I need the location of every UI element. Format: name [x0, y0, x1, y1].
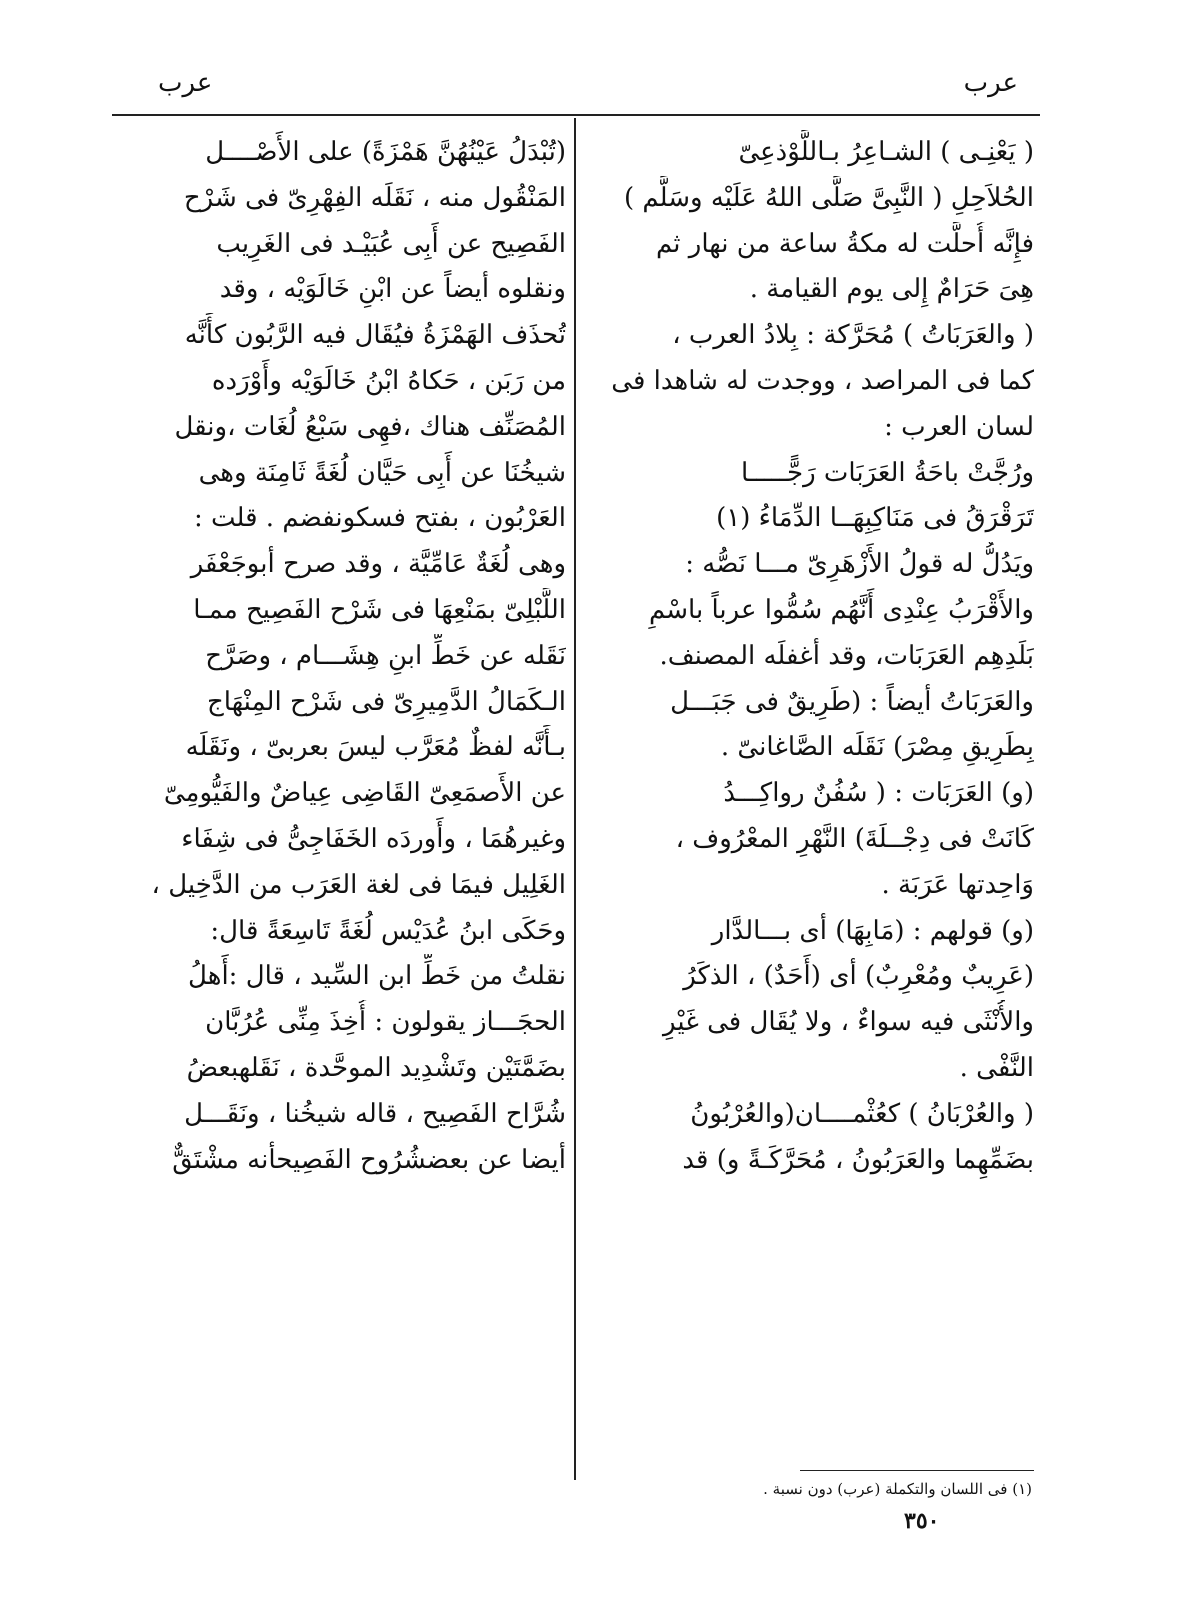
text-line: شُرَّاح الفَصِيح ، قاله شيخُنا ، ونَقَـــل — [184, 1098, 566, 1129]
text-line: كَانَتْ فى دِجْــلَةَ) النَّهْرِ المعْرُوف ، — [675, 823, 1034, 854]
right-column — [588, 130, 1034, 1183]
text-line: من رَبَن ، حَكاهُ ابْنُ خَالَوَيْه وأَوْرَده — [211, 365, 566, 396]
text-line: الغَلِيل فيمَا فى لغة العَرَب من الدَّخِيل ، — [151, 869, 566, 900]
column-divider — [574, 118, 576, 1480]
text-line: وغيرهُمَا ، وأَوردَه الخَفَاجِىُّ فى شِفَاء — [181, 823, 566, 854]
page-header — [108, 60, 1038, 104]
text-line: ( والعُرْبَانُ ) كعُثْمــــان(والعُرْبُونُ — [690, 1098, 1034, 1129]
text-line: المَنْقُول منه ، نَقَلَه الفِهْرِىّ فى شَرْح — [183, 182, 566, 213]
text-line: ونقلوه أيضاً عن ابْنِ خَالَوَيْه ، وقد — [219, 274, 566, 305]
left-column — [120, 130, 566, 1183]
text-line: نقلتُ من خَطِّ ابن السِّيد ، قال :أَهلُ — [188, 961, 566, 992]
text-line: عن الأَصمَعِىّ القَاضِى عِياضٌ والفَيُّومِىّ — [163, 778, 566, 809]
text-line: (و) العَرَبَات : ( سُفُنٌ رواكِـــدُ — [723, 778, 1034, 809]
text-line: بضَمِّهِما والعَرَبُونُ ، مُحَرَّكَـةً و) قد — [682, 1144, 1034, 1175]
text-line: والأُنْثَى فيه سواءٌ ، ولا يُقَال فى غَيْرِ — [663, 1007, 1034, 1038]
footnote: (١) فى اللسان والتكملة (عرب) دون نسبة . — [763, 1480, 1032, 1498]
text-line: بِطَرِيقِ مِصْرَ) نَقَلَه الصَّاغانىّ . — [720, 732, 1034, 763]
text-line: والأَقْرَبُ عِنْدِى أَنَّهُم سُمُّوا عرباً باسْمِ — [648, 594, 1034, 625]
text-line: (عَرِيبٌ ومُعْرِبٌ) أى (أَحَدٌ) ، الذكَرُ — [683, 961, 1034, 992]
verse-line: تَرَقْرَقُ فى مَنَاكِبِهَــا الدِّمَاءُ (١) — [716, 503, 1034, 534]
text-line: ويَدُلُّ له قولُ الأَزْهَرِىّ مـــا نَصُّه : — [685, 549, 1034, 580]
text-line: فإِنَّه أُحلَّت له مكةُ ساعة من نهار ثم — [655, 228, 1034, 259]
text-line: النَّفْى . — [959, 1052, 1034, 1083]
text-line: تُحذَف الهَمْزَةُ فيُقَال فيه الرَّبُون كأَنَّه — [184, 320, 566, 351]
header-headword-left: عرب — [158, 68, 213, 98]
text-line: الـكَمَالُ الدَّمِيرِىّ فى شَرْح المِنْهَاج — [206, 686, 566, 717]
verse-line: ورُجَّتْ باحَةُ العَرَبَات رَجًّـــــا — [741, 457, 1034, 488]
text-line: (و) قولهم : (مَابِهَا) أى بـــالدَّار — [711, 915, 1034, 946]
text-line: بضَمَّتَيْن وتَشْدِيد الموحَّدة ، نَقَلهبعضُ — [186, 1052, 566, 1083]
text-line: والعَرَبَاتُ أيضاً : (طَرِيقٌ فى جَبَـــل — [670, 686, 1034, 717]
header-rule — [112, 114, 1040, 116]
text-line: الحُلاَحِلِ ( النَّبِىَّ صَلَّى اللهُ عَلَيْه وسَلَّم ) — [623, 182, 1034, 213]
text-line: كما فى المراصد ، ووجدت له شاهدا فى — [611, 365, 1034, 396]
text-line: الحجَـــاز يقولون : أُخِذَ مِنِّى عُرُبَّان — [205, 1007, 566, 1038]
text-line: وهى لُغَةٌ عَامِّيَّة ، وقد صرح أبوجَعْفَر — [190, 549, 566, 580]
footnote-rule — [800, 1470, 1034, 1471]
text-line: الفَصِيح عن أَبِى عُبَيْـد فى الغَرِيب — [216, 228, 566, 259]
text-line: العَرْبُون ، بفتح فسكونفضم . قلت : — [193, 503, 566, 534]
text-line: المُصَنِّف هناك ،فهِى سَبْعُ لُغَات ،ونقل — [174, 411, 566, 442]
text-line: (تُبْدَلُ عَيْنُهُنَّ هَمْزَةً) على الأَصْــــل — [205, 137, 566, 167]
text-line: ( والعَرَبَاتُ ) مُحَرَّكة : بِلادُ العرب ، — [672, 320, 1034, 351]
text-line: اللَّبْلِىّ بمَنْعِهَا فى شَرْح الفَصِيح ممـا — [193, 594, 566, 625]
text-line: وَاحِدتها عَرَبَة . — [881, 869, 1034, 900]
page-number: ٣٥٠ — [904, 1508, 940, 1534]
text-line: وحَكَى ابنُ عُدَيْس لُغَةً تَاسِعَةً قال: — [210, 915, 566, 946]
text-line: ( يَعْنِـى ) الشـاعِرُ بـاللَّوْذعِىّ — [738, 137, 1034, 167]
text-line: هِىَ حَرَامٌ إِلى يوم القيامة . — [749, 274, 1034, 305]
text-line: لسان العرب : — [884, 411, 1034, 442]
text-line: بَلَدِهِم العَرَبَات، وقد أغفلَه المصنف. — [659, 640, 1034, 671]
text-line: شيخُنَا عن أَبِى حَيَّان لُغَةً ثَامِنَة وهى — [198, 457, 566, 488]
text-line: نَقَله عن خَطِّ ابنِ هِشَـــام ، وصَرَّح — [205, 640, 566, 671]
header-headword-right: عرب — [963, 68, 1018, 98]
text-line: أيضا عن بعضشُرُوح الفَصِيحأنه مشْتَقٌّ — [172, 1144, 566, 1175]
text-line: بـأَنَّه لفظٌ مُعَرَّب ليسَ بعربىّ ، ونَقَلَه — [185, 732, 566, 763]
